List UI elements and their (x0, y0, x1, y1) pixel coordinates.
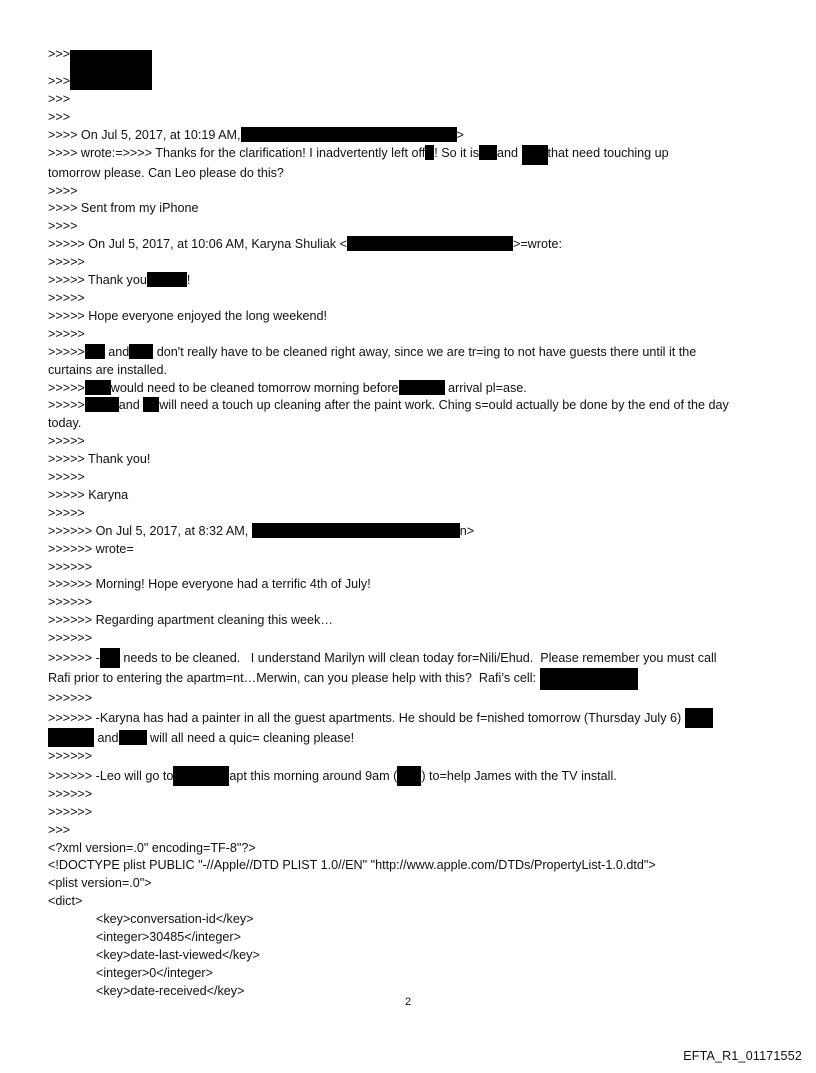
line-text: and (118, 398, 140, 413)
line-text: >>> (48, 74, 71, 88)
redaction (147, 272, 187, 287)
email-line: curtains are installed. (48, 362, 168, 377)
email-line: >>>>>> Regarding apartment cleaning this week… (48, 613, 333, 628)
line-text: and (108, 344, 130, 359)
line-text: >>> (48, 47, 71, 61)
redaction (70, 50, 152, 70)
plist-line: <key>conversation-id</key> (96, 912, 254, 927)
line-text: >>>>> (48, 380, 85, 395)
redaction (129, 344, 153, 359)
plist-line: <?xml version=.0" encoding=TF-8"?> (48, 840, 256, 855)
redaction (540, 668, 638, 690)
email-line (48, 236, 778, 254)
email-line: >>> (48, 109, 71, 124)
line-text: would need to be cleaned tomorrow morning before (110, 380, 399, 395)
email-line: tomorrow please. Can Leo please do this? (48, 165, 284, 180)
email-line (48, 708, 778, 728)
redaction (397, 766, 421, 786)
redaction (70, 70, 152, 90)
document-body (48, 46, 778, 1001)
line-text: ! (186, 273, 191, 288)
email-line (48, 344, 778, 362)
redaction (479, 145, 497, 160)
redaction (119, 730, 147, 745)
line-text: Rafi prior to entering the apartm=nt…Merwin, can you please help with this? Rafi’s cell: (48, 671, 537, 686)
email-line: >>>>> Karyna (48, 487, 129, 502)
redaction (241, 127, 457, 142)
email-line: >>>>> Hope everyone enjoyed the long weekend! (48, 308, 328, 323)
line-text: >>>>>> -Karyna has had a painter in all the guest apartments. He should be f=nished tomorrow (Thursday July 6) (48, 711, 682, 725)
email-line: >>>>>> (48, 804, 93, 819)
email-line (48, 766, 778, 786)
email-line: >>>>>> (48, 748, 93, 763)
email-line: >>>>>> (48, 631, 93, 646)
line-text: > (456, 127, 464, 142)
email-line (48, 380, 778, 398)
line-text: >>>>> Thank you (48, 273, 147, 288)
email-line: >>>> (48, 219, 78, 234)
email-line: >>> (48, 822, 71, 837)
email-line: >>>>> (48, 434, 85, 449)
line-text: >>>> On Jul 5, 2017, at 10:19 AM, (48, 127, 241, 142)
line-text: >>>>>> On Jul 5, 2017, at 8:32 AM, (48, 523, 249, 538)
email-line (48, 127, 778, 145)
line-text: n> (459, 523, 475, 538)
line-text: ! So it is (434, 145, 480, 160)
email-line (48, 728, 778, 748)
email-line: today. (48, 416, 82, 431)
redaction (399, 380, 445, 395)
line-text: >=wrote: (512, 237, 562, 252)
redaction (173, 766, 229, 786)
line-text: >>>>> (48, 398, 85, 413)
plist-line: <!DOCTYPE plist PUBLIC "-//Apple//DTD PLIST 1.0//EN" "http://www.apple.com/DTDs/PropertyList-1.0.dtd"> (48, 858, 656, 873)
line-text: ) to=help James with the TV install. (421, 768, 617, 783)
plist-line: <integer>0</integer> (96, 965, 213, 980)
email-line (48, 145, 778, 165)
redaction (85, 397, 119, 412)
line-text: needs to be cleaned. I understand Marilyn will clean today for=Nili/Ehud. Please remember you must call (123, 651, 717, 666)
plist-line: <key>date-received</key> (96, 983, 245, 998)
redaction (252, 523, 460, 538)
line-text: will all need a quic= cleaning please! (150, 731, 355, 745)
line-text: >>>>> On Jul 5, 2017, at 10:06 AM, Karyna Shuliak < (48, 237, 347, 252)
email-line: >>>>> (48, 470, 85, 485)
email-line (48, 70, 778, 91)
redaction (48, 728, 94, 747)
line-text: that need touching up (547, 145, 669, 160)
bates-stamp: EFTA_R1_01171552 (683, 1049, 802, 1063)
plist-line: <key>date-last-viewed</key> (96, 947, 260, 962)
redaction (522, 145, 548, 165)
redaction (85, 380, 111, 395)
email-line: >>> (48, 91, 71, 106)
line-text: arrival pl=ase. (448, 380, 527, 395)
line-text: >>>>> (48, 344, 85, 359)
email-line: >>>>>> (48, 559, 93, 574)
email-line (48, 523, 778, 541)
email-line: >>>> Sent from my iPhone (48, 201, 199, 216)
email-line (48, 397, 778, 415)
email-line: >>>>>> (48, 691, 93, 706)
email-line: >>>>>> Morning! Hope everyone had a terrific 4th of July! (48, 577, 371, 592)
email-line (48, 668, 778, 690)
email-line: >>>> (48, 183, 78, 198)
email-line: >>>>>> wrote= (48, 541, 134, 556)
plist-line: <plist version=.0"> (48, 876, 152, 891)
email-line (48, 648, 778, 668)
redaction (685, 708, 713, 728)
email-line (48, 46, 778, 70)
email-line: >>>>> (48, 290, 85, 305)
email-line: >>>>> (48, 255, 85, 270)
line-text: don't really have to be cleaned right away, since we are tr=ing to not have guests there until it the (156, 344, 697, 359)
redaction (85, 344, 105, 359)
redaction (143, 397, 159, 412)
redaction (425, 145, 434, 160)
email-line: >>>>> (48, 505, 85, 520)
email-line: >>>>>> (48, 786, 93, 801)
email-line: >>>>> Thank you! (48, 452, 151, 467)
line-text: >>>>>> - (48, 651, 100, 666)
plist-line: <integer>30485</integer> (96, 930, 241, 945)
plist-line: <dict> (48, 894, 83, 909)
email-line: >>>>> (48, 326, 85, 341)
redaction (100, 648, 120, 668)
line-text: >>>>>> -Leo will go to (48, 768, 174, 783)
redaction (347, 236, 513, 251)
email-line: >>>>>> (48, 595, 93, 610)
page-number: 2 (404, 996, 412, 1008)
line-text: >>>> wrote:=>>>> Thanks for the clarification! I inadvertently left off (48, 145, 426, 160)
line-text: and (497, 145, 519, 160)
line-text: will need a touch up cleaning after the paint work. Ching s=ould actually be done by the end of the day (159, 398, 729, 413)
line-text: apt this morning around 9am ( (229, 768, 398, 783)
email-line (48, 272, 778, 290)
line-text: and (97, 731, 119, 745)
